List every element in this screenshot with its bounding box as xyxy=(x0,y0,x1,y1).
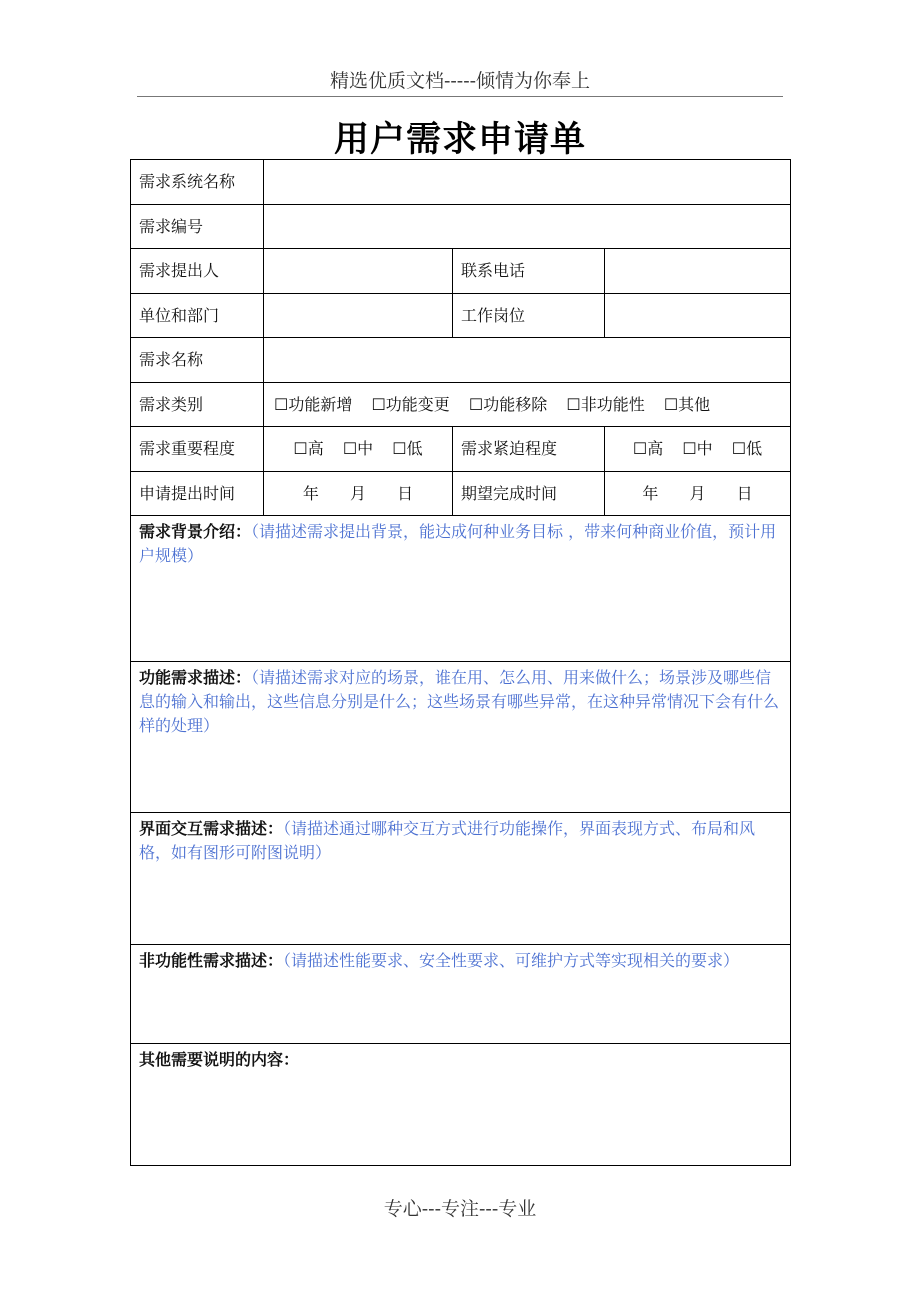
section-label: 其他需要说明的内容： xyxy=(139,1050,300,1069)
urgency-option-low[interactable]: ☐低 xyxy=(731,439,763,458)
interaction-section[interactable] xyxy=(131,813,791,945)
section-label: 功能需求描述： xyxy=(139,668,252,687)
requirement-form xyxy=(130,159,791,1166)
row-system-name xyxy=(131,160,791,205)
checkbox-icon: ☐ xyxy=(663,394,679,414)
req-name-field[interactable] xyxy=(264,338,791,383)
position-label: 工作岗位 xyxy=(453,294,605,338)
row-req-number xyxy=(131,205,791,249)
urgency-option-high[interactable]: ☐高 xyxy=(632,439,664,458)
category-label: 需求类别 xyxy=(131,383,264,427)
section-hint: （请描述通过哪种交互方式进行功能操作，界面表现方式、布局和风格，如有图形可附图说明） xyxy=(139,819,756,862)
date-year: 年 xyxy=(302,483,319,503)
expected-date-field[interactable] xyxy=(605,472,791,516)
expected-time-label: 期望完成时间 xyxy=(453,472,605,516)
req-number-field[interactable] xyxy=(264,205,791,249)
section-hint: （请描述需求提出背景，能达成何种业务目标 ，带来何种商业价值，预计用户规模） xyxy=(139,522,777,565)
phone-label: 联系电话 xyxy=(453,249,605,294)
date-month: 月 xyxy=(689,483,706,503)
proposer-field[interactable] xyxy=(264,249,453,294)
row-interaction xyxy=(131,813,791,945)
section-hint: （请描述性能要求、安全性要求、可维护方式等实现相关的要求） xyxy=(283,951,740,970)
category-options xyxy=(264,383,791,427)
proposer-label: 需求提出人 xyxy=(131,249,264,294)
checkbox-icon: ☐ xyxy=(342,439,358,458)
category-option-add[interactable]: ☐功能新增 xyxy=(274,394,353,414)
importance-options xyxy=(264,427,453,472)
background-section[interactable] xyxy=(131,516,791,662)
checkbox-icon: ☐ xyxy=(371,394,386,414)
other-section[interactable] xyxy=(131,1044,791,1166)
position-field[interactable] xyxy=(605,294,791,338)
date-year: 年 xyxy=(642,483,659,503)
page-footer: 专心---专注---专业 xyxy=(383,1198,537,1220)
section-label: 界面交互需求描述： xyxy=(139,819,284,838)
category-option-remove[interactable]: ☐功能移除 xyxy=(468,394,548,414)
urgency-option-medium[interactable]: ☐中 xyxy=(682,439,713,458)
urgency-label: 需求紧迫程度 xyxy=(453,427,605,472)
category-option-change[interactable]: ☐功能变更 xyxy=(371,394,450,414)
system-name-field[interactable] xyxy=(264,160,791,205)
category-option-nonfunctional[interactable]: ☐非功能性 xyxy=(566,394,645,414)
row-dates xyxy=(131,472,791,516)
checkbox-icon: ☐ xyxy=(566,394,581,414)
urgency-options xyxy=(605,427,791,472)
section-label: 需求背景介绍： xyxy=(139,522,252,541)
submit-date-field[interactable] xyxy=(264,472,453,516)
system-name-label: 需求系统名称 xyxy=(131,160,264,205)
checkbox-icon: ☐ xyxy=(293,439,308,458)
date-month: 月 xyxy=(349,483,366,503)
req-number-label: 需求编号 xyxy=(131,205,264,249)
checkbox-icon: ☐ xyxy=(632,439,648,458)
page-title: 用户需求申请单 xyxy=(333,119,586,160)
page-header: 精选优质文档-----倾情为你奉上 xyxy=(329,70,591,92)
date-day: 日 xyxy=(397,483,414,503)
checkbox-icon: ☐ xyxy=(468,394,484,414)
functional-section[interactable] xyxy=(131,662,791,813)
unit-field[interactable] xyxy=(264,294,453,338)
importance-option-medium[interactable]: ☐中 xyxy=(342,439,374,458)
row-category xyxy=(131,383,791,427)
req-name-label: 需求名称 xyxy=(131,338,264,383)
checkbox-icon: ☐ xyxy=(731,439,747,458)
phone-field[interactable] xyxy=(605,249,791,294)
importance-option-high[interactable]: ☐高 xyxy=(293,439,324,458)
checkbox-icon: ☐ xyxy=(274,394,289,414)
category-option-other[interactable]: ☐其他 xyxy=(663,394,711,414)
row-functional xyxy=(131,662,791,813)
row-req-name xyxy=(131,338,791,383)
date-day: 日 xyxy=(736,483,753,503)
header-divider xyxy=(137,96,783,97)
row-unit xyxy=(131,294,791,338)
row-priority xyxy=(131,427,791,472)
row-other xyxy=(131,1044,791,1166)
unit-label: 单位和部门 xyxy=(131,294,264,338)
row-nonfunctional xyxy=(131,945,791,1044)
importance-label: 需求重要程度 xyxy=(131,427,264,472)
row-proposer xyxy=(131,249,791,294)
submit-time-label: 申请提出时间 xyxy=(131,472,264,516)
nonfunctional-section[interactable] xyxy=(131,945,791,1044)
checkbox-icon: ☐ xyxy=(392,439,407,458)
checkbox-icon: ☐ xyxy=(682,439,697,458)
section-hint: （请描述需求对应的场景，谁在用、怎么用、用来做什么；场景涉及哪些信息的输入和输出，这些信息分别是什么；这些场景有哪些异常，在这种异常情况下会有什么样的处理） xyxy=(139,668,780,735)
importance-option-low[interactable]: ☐低 xyxy=(392,439,423,458)
section-label: 非功能性需求描述： xyxy=(139,951,284,970)
row-background xyxy=(131,516,791,662)
